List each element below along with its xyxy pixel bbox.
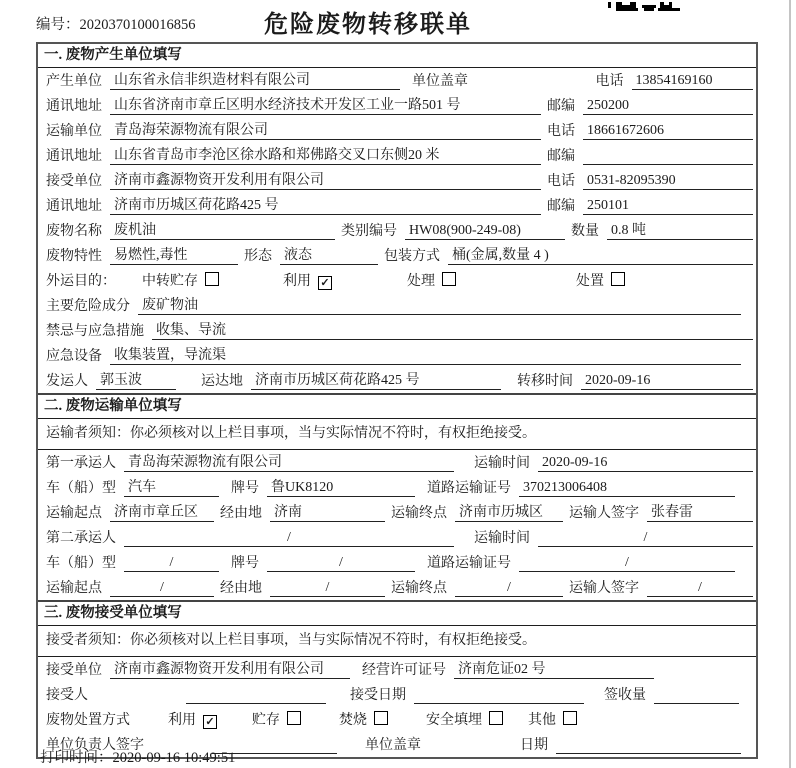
receive-date-label: 接受日期: [350, 688, 406, 703]
unit-seal-label-2: 单位盖章: [365, 738, 421, 753]
vehicle-type2-label: 车（船）型: [46, 556, 116, 571]
producer-unit-row: [38, 68, 756, 93]
producer-zip-value: 250200: [583, 98, 753, 115]
section2-header: 二. 废物运输单位填写: [38, 393, 756, 419]
page-edge-line: [789, 0, 791, 768]
emergency-measures-value: 收集、导流: [152, 319, 753, 340]
receiver-person-value: [186, 687, 326, 704]
waste-property-value: 易燃性,毒性: [110, 244, 238, 265]
qr-code-fragment-icon: [608, 0, 694, 16]
disposal-method-label: 废物处置方式: [46, 713, 130, 728]
received-qty-label: 签收量: [604, 688, 646, 703]
hazard-component-value: 废矿物油: [138, 294, 741, 315]
via1-label: 经由地: [220, 506, 262, 521]
option-label: 贮存: [252, 713, 280, 728]
road-permit1-label: 道路运输证号: [427, 481, 511, 496]
quantity-label: 数量: [571, 224, 599, 239]
transporter-phone-label: 电话: [547, 124, 575, 139]
emergency-equipment-value: 收集装置，导流渠: [110, 344, 741, 365]
transfer-date-label: 转移时间: [517, 374, 573, 389]
terminus1-label: 运输终点: [391, 506, 447, 521]
vehicle-type1-value: 汽车: [124, 476, 219, 497]
disposal-option-utilize: [168, 709, 217, 729]
purpose-label: 外运目的：: [46, 274, 116, 289]
via1-value: 济南: [270, 501, 385, 522]
origin1-label: 运输起点: [46, 506, 102, 521]
terminus2-label: 运输终点: [391, 581, 447, 596]
receiver-unit-label: 接受单位: [46, 174, 102, 189]
terminus1-value: 济南市历城区: [455, 501, 563, 522]
license-value: 济南危证02 号: [454, 658, 654, 679]
option-label: 利用: [168, 713, 196, 728]
license-label: 经营许可证号: [362, 663, 446, 678]
waste-property-row: [38, 243, 756, 268]
print-time-value: 2020-09-16 10:49:51: [112, 750, 236, 766]
receiver-phone-value: 0531-82095390: [583, 173, 753, 190]
disposal-option-landfill: [426, 709, 503, 729]
packaging-value: 桶(金属,数量 4 ): [448, 244, 753, 265]
transfer-form-table: [36, 42, 758, 759]
signer2-value: /: [647, 580, 753, 597]
section3-header: 三. 废物接受单位填写: [38, 600, 756, 626]
second-carrier-row: [38, 525, 756, 550]
receive-unit-row: [38, 657, 756, 682]
page-title: 危险废物转移联单: [264, 12, 472, 38]
option-label: 处置: [576, 274, 604, 289]
checkbox-checked-icon: ✓: [318, 276, 332, 290]
checkbox-unchecked-icon: [489, 711, 503, 725]
transporter-zip-label: 邮编: [547, 149, 575, 164]
producer-phone-label: 电话: [595, 74, 624, 89]
terminus2-value: /: [455, 580, 563, 597]
vehicle-row-1: [38, 475, 756, 500]
transporter-address-row: [38, 143, 756, 168]
receive-unit-value: 济南市鑫源物资开发利用有限公司: [110, 658, 350, 679]
checkbox-checked-icon: ✓: [203, 715, 217, 729]
vehicle-row-2: [38, 550, 756, 575]
category-code-value: HW08(900-249-08): [405, 223, 565, 240]
form-label: 形态: [244, 249, 272, 264]
route-row-1: [38, 500, 756, 525]
section1-header: 一. 废物产生单位填写: [38, 44, 756, 68]
disposal-option-incinerate: [339, 709, 388, 729]
checkbox-unchecked-icon: [205, 272, 219, 286]
shipper-value: 郭玉波: [96, 369, 176, 390]
route-row-2: [38, 575, 756, 600]
receiver-address-label: 通讯地址: [46, 199, 102, 214]
serial-value: 2020370100016856: [79, 17, 196, 33]
quantity-value: 0.8 吨: [607, 219, 753, 240]
purpose-row: [38, 268, 756, 293]
print-time: [40, 746, 235, 767]
emergency-equipment-label: 应急设备: [46, 349, 102, 364]
via2-value: /: [270, 580, 385, 597]
first-carrier-value: 青岛海荣源物流有限公司: [124, 451, 454, 472]
serial-label: 编号：: [36, 17, 80, 33]
shipper-label: 发运人: [46, 374, 88, 389]
checkbox-unchecked-icon: [563, 711, 577, 725]
plate2-value: /: [267, 555, 415, 572]
emergency-measures-label: 禁忌与应急措施: [46, 324, 144, 339]
receiver-address-value: 济南市历城区荷花路425 号: [110, 194, 541, 215]
transport-time2-value: /: [538, 530, 753, 547]
disposal-method-row: [38, 707, 756, 732]
signer1-label: 运输人签字: [569, 506, 639, 521]
transport-time2-label: 运输时间: [474, 531, 530, 546]
origin2-label: 运输起点: [46, 581, 102, 596]
transporter-notice: 运输者须知：你必须核对以上栏目事项，当与实际情况不符时，有权拒绝接受。: [38, 419, 756, 450]
via2-label: 经由地: [220, 581, 262, 596]
receiver-person-row: [38, 682, 756, 707]
waste-name-row: [38, 218, 756, 243]
vehicle-type1-label: 车（船）型: [46, 481, 116, 496]
second-carrier-value: /: [124, 530, 454, 547]
signer2-label: 运输人签字: [569, 581, 639, 596]
checkbox-unchecked-icon: [611, 272, 625, 286]
checkbox-unchecked-icon: [374, 711, 388, 725]
purpose-option-utilize: [283, 270, 332, 290]
receive-unit-label: 接受单位: [46, 663, 102, 678]
plate1-label: 牌号: [231, 481, 259, 496]
receiver-phone-label: 电话: [547, 174, 575, 189]
option-label: 安全填埋: [426, 713, 482, 728]
receiver-zip-label: 邮编: [547, 199, 575, 214]
option-label: 中转贮存: [142, 274, 198, 289]
destination-label: 运达地: [201, 374, 243, 389]
print-time-label: 打印时间：: [40, 750, 113, 766]
purpose-option-transfer-storage: [142, 270, 219, 290]
transporter-zip-value: [583, 148, 753, 165]
producer-phone-value: 13854169160: [632, 73, 754, 90]
plate1-value: 鲁UK8120: [267, 476, 415, 497]
producer-unit-value: 山东省永信非织造材料有限公司: [110, 69, 400, 90]
origin1-value: 济南市章丘区: [110, 501, 214, 522]
transporter-address-label: 通讯地址: [46, 149, 102, 164]
first-carrier-label: 第一承运人: [46, 456, 116, 471]
producer-address-label: 通讯地址: [46, 99, 102, 114]
disposal-option-storage: [252, 709, 301, 729]
destination-value: 济南市历城区荷花路425 号: [251, 369, 501, 390]
road-permit2-label: 道路运输证号: [427, 556, 511, 571]
checkbox-unchecked-icon: [442, 272, 456, 286]
receive-date-value: [414, 687, 584, 704]
transport-time1-value: 2020-09-16: [538, 455, 753, 472]
receiver-notice: 接受者须知：你必须核对以上栏目事项，当与实际情况不符时，有权拒绝接受。: [38, 626, 756, 657]
transporter-unit-value: 青岛海荣源物流有限公司: [110, 119, 541, 140]
transporter-unit-label: 运输单位: [46, 124, 102, 139]
producer-address-value: 山东省济南市章丘区明水经济技术开发区工业一路501 号: [110, 94, 541, 115]
second-carrier-label: 第二承运人: [46, 531, 116, 546]
option-label: 处理: [407, 274, 435, 289]
signer1-value: 张春雷: [647, 501, 753, 522]
received-qty-value: [654, 687, 739, 704]
category-code-label: 类别编号: [341, 224, 397, 239]
origin2-value: /: [110, 580, 214, 597]
receiver-zip-value: 250101: [583, 198, 753, 215]
packaging-label: 包装方式: [384, 249, 440, 264]
road-permit2-value: /: [519, 555, 735, 572]
transporter-address-value: 山东省青岛市李沧区徐水路和郑佛路交叉口东侧20 米: [110, 144, 541, 165]
producer-zip-label: 邮编: [547, 99, 575, 114]
option-label: 焚烧: [339, 713, 367, 728]
transporter-phone-value: 18661672606: [583, 123, 753, 140]
receiver-address-row: [38, 193, 756, 218]
transporter-unit-row: [38, 118, 756, 143]
disposal-option-other: [528, 709, 577, 729]
road-permit1-value: 370213006408: [519, 480, 735, 497]
receiver-unit-value: 济南市鑫源物资开发利用有限公司: [110, 169, 541, 190]
transfer-date-value: 2020-09-16: [581, 373, 753, 390]
first-carrier-row: [38, 450, 756, 475]
receiver-unit-row: [38, 168, 756, 193]
waste-name-value: 废机油: [110, 219, 335, 240]
emergency-equipment-row: [38, 343, 756, 368]
producer-unit-label: 产生单位: [46, 74, 102, 89]
hazard-component-label: 主要危险成分: [46, 299, 130, 314]
option-label: 其他: [528, 713, 556, 728]
emergency-measures-row: [38, 318, 756, 343]
waste-name-label: 废物名称: [46, 224, 102, 239]
purpose-option-dispose: [576, 270, 625, 290]
option-label: 利用: [283, 274, 311, 289]
date-label: 日期: [520, 738, 548, 753]
unit-seal-label: 单位盖章: [412, 74, 468, 89]
purpose-option-treat: [407, 270, 456, 290]
form-value: 液态: [280, 244, 378, 265]
producer-address-row: [38, 93, 756, 118]
responsible-sign-label: 单位负责人签字: [46, 738, 144, 753]
transport-time1-label: 运输时间: [474, 456, 530, 471]
receiver-person-label: 接受人: [46, 688, 88, 703]
date-value: [556, 737, 741, 754]
hazard-component-row: [38, 293, 756, 318]
vehicle-type2-value: /: [124, 555, 219, 572]
waste-property-label: 废物特性: [46, 249, 102, 264]
plate2-label: 牌号: [231, 556, 259, 571]
shipper-row: [38, 368, 756, 393]
checkbox-unchecked-icon: [287, 711, 301, 725]
